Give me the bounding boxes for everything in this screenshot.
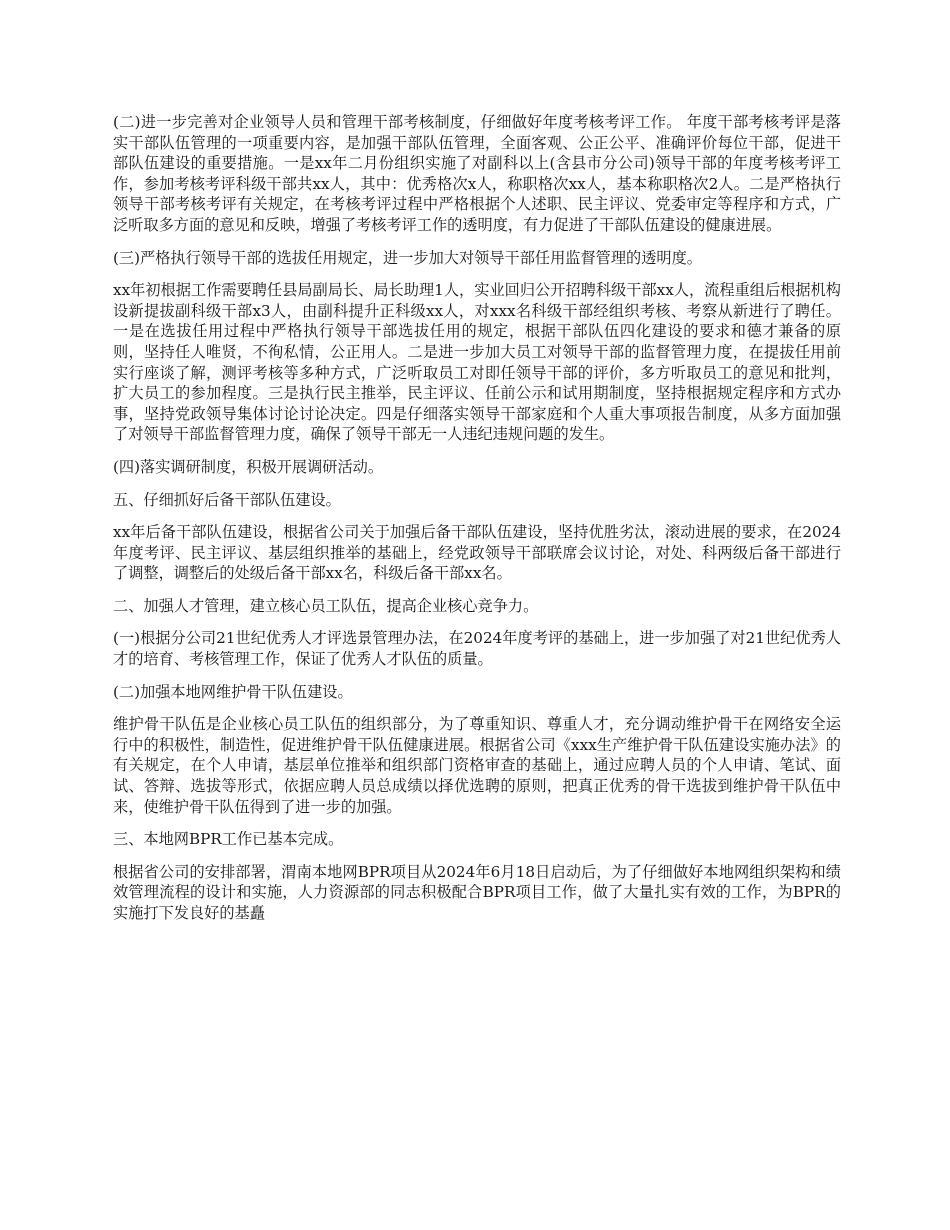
paragraph-reserve-detail: xx年后备干部队伍建设，根据省公司关于加强后备干部队伍建设，坚持优胜劣汰，滚动进展的要求，在2024年度考评、民主评议、基层组织推举的基础上，经党政领导干部联席会议讨论，对处、科两级后备干部进行了调整，调整后的处级后备干部xx名，科级后备干部xx名。 <box>113 523 841 583</box>
paragraph-maintenance-heading: (二)加强本地网维护骨干队伍建设。 <box>113 682 353 701</box>
paragraph-research-heading: (四)落实调研制度，积极开展调研活动。 <box>113 457 384 476</box>
paragraph-reserve-heading: 五、仔细抓好后备干部队伍建设。 <box>113 490 341 509</box>
paragraph-bpr-heading: 三、本地网BPR工作已基本完成。 <box>113 830 344 849</box>
paragraph-talent-detail: (一)根据分公司21世纪优秀人才评选景管理办法，在2024年度考评的基础上，进一步加强了对21世纪优秀人才的培育、考核管理工作，保证了优秀人才队伍的质量。 <box>113 629 841 669</box>
document-body <box>113 112 841 936</box>
paragraph-selection-detail: xx年初根据工作需要聘任县局副局长、局长助理1人，实业回归公开招聘科级干部xx人，流程重组后根据机构设新提拔副科级干部x3人，由副科提升正科级xx人，对xxx名科级干部经组织考核、考察从新进行了聘任。一是在选拔任用过程中严格执行领导干部选拔任用的规定，根据干部队伍四化建设的要求和德才兼备的原则，坚持任人唯贤，不徇私情，公正用人。二是进一步加大员工对领导干部的监督管理力度，在提拔任用前实行座谈了解，测评考核等多种方式，广泛听取员工对即任领导干部的评价，多方听取员工的意见和批判，扩大员工的参加程度。三是执行民主推举，民主评议、任前公示和试用期制度，坚持根据规定程序和方式办事，坚持党政领导集体讨论讨论决定。四是仔细落实领导干部家庭和个人重大事项报告制度，从多方面加强了对领导干部监督管理力度，确保了领导干部无一人违纪违规问题的发生。 <box>113 281 841 444</box>
paragraph-talent-heading: 二、加强人才管理，建立核心员工队伍，提高企业核心竞争力。 <box>113 596 539 615</box>
paragraph-selection-heading: (三)严格执行领导干部的选拔任用规定，进一步加大对领导干部任用监督管理的透明度。 <box>113 248 702 267</box>
paragraph-bpr-detail: 根据省公司的安排部署，渭南本地网BPR项目从2024年6月18日启动后，为了仔细做好本地网组织架构和绩效管理流程的设计和实施，人力资源部的同志积极配合BPR项目工作，做了大量扎实有效的工作，为BPR的实施打下发良好的基矗 <box>113 862 841 922</box>
paragraph-maintenance-detail: 维护骨干队伍是企业核心员工队伍的组织部分，为了尊重知识、尊重人才，充分调动维护骨干在网络安全运行中的积极性，制造性，促进维护骨干队伍健康进展。根据省公司《xxx生产维护骨干队伍建设实施办法》的有关规定，在个人申请，基层单位推举和组织部门资格审查的基础上，通过应聘人员的个人申请、笔试、面试、答辩、选拔等形式，依据应聘人员总成绩以择优选聘的原则，把真正优秀的骨干选拔到维护骨干队伍中来，使维护骨干队伍得到了进一步的加强。 <box>113 715 841 816</box>
paragraph-assessment-system: (二)进一步完善对企业领导人员和管理干部考核制度，仔细做好年度考核考评工作。 年度干部考核考评是落实干部队伍管理的一项重要内容，是加强干部队伍管理，全面客观、公正公平、准确评价每位干部，促进干部队伍建设的重要措施。一是xx年二月份组织实施了对副科以上(含县市分公司)领导干部的年度考核考评工作，参加考核考评科级干部共xx人，其中：优秀格次x人，称职格次xx人，基本称职格次2人。二是严格执行领导干部考核考评有关规定，在考核考评过程中严格根据个人述职、民主评议、党委审定等程序和方式，广泛听取多方面的意见和反映，增强了考核考评工作的透明度，有力促进了干部队伍建设的健康进展。 <box>113 113 841 234</box>
